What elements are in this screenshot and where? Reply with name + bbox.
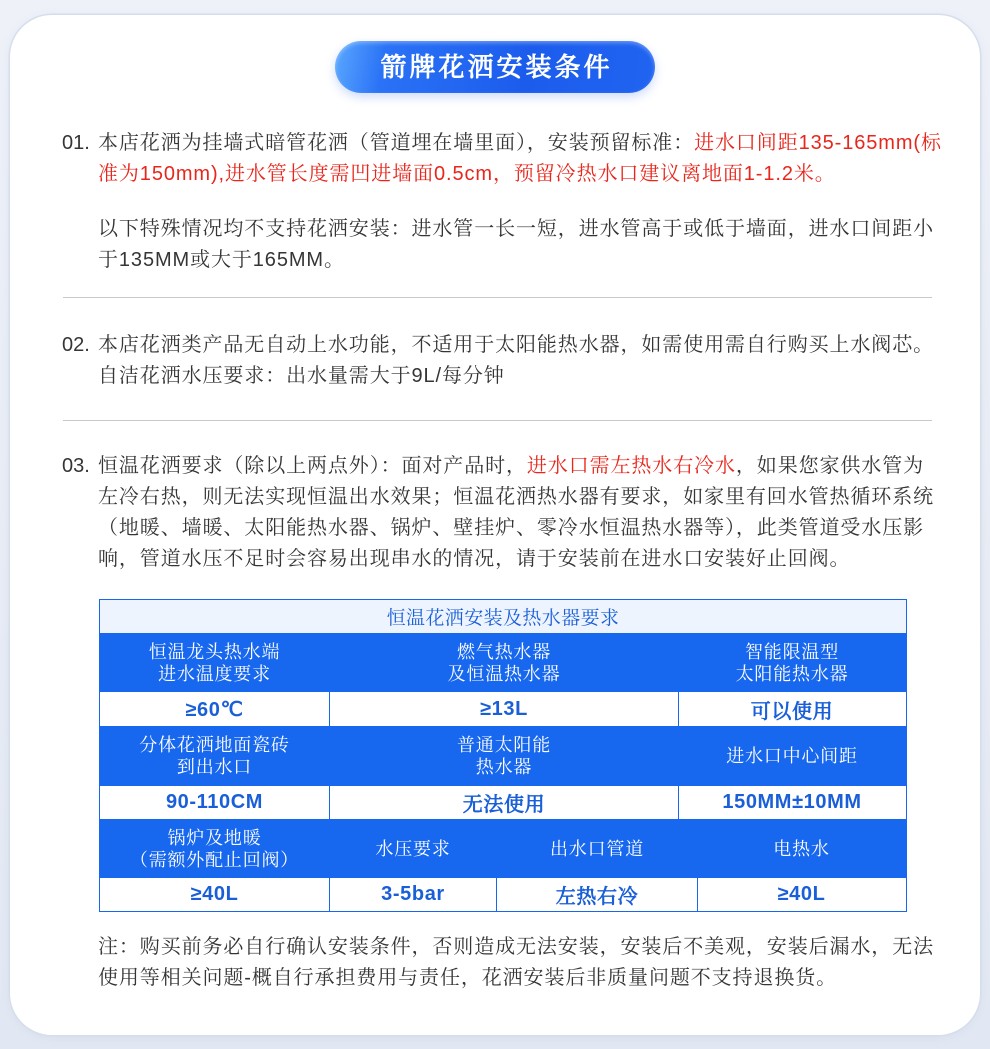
header-line: 恒温龙头热水端 xyxy=(148,641,281,662)
table-caption-row xyxy=(100,600,906,633)
text-segment: ，如果您家供水管为 xyxy=(735,455,925,477)
text-line xyxy=(98,451,934,482)
text-segment: 本店花洒为挂墙式暗管花洒（管道埋在墙里面），安装预留标准： xyxy=(98,132,695,154)
text-line: 本店花洒类产品无自动上水功能，不适用于太阳能热水器，如需使用需自行购买上水阀芯。 xyxy=(98,334,934,356)
table-header-cell xyxy=(329,820,496,877)
text-line: 左冷右热，则无法实现恒温出水效果；恒温花洒热水器有要求，如家里有回水管热循环系统 xyxy=(98,486,934,508)
header-line: 出水口管道 xyxy=(550,838,644,859)
table-value-row xyxy=(100,877,906,911)
section-divider xyxy=(63,297,932,298)
table-header-cell xyxy=(496,820,697,877)
header-line: 水压要求 xyxy=(375,838,451,859)
highlight-text: 进水口需左热水右冷水 xyxy=(526,455,736,477)
header-line: （需额外配止回阀） xyxy=(129,849,300,870)
header-line: 太阳能热水器 xyxy=(735,663,849,684)
table-header-cell xyxy=(697,820,905,877)
text-line: 响，管道水压不足时会容易出现串水的情况，请于安装前在进水口安装好止回阀。 xyxy=(98,548,851,570)
page-title: 箭牌花洒安装条件 xyxy=(380,52,613,82)
item-number: 02. xyxy=(62,334,90,356)
condition-item-01 xyxy=(62,128,942,276)
table-value-cell: 左热右冷 xyxy=(496,878,697,911)
table-header-cell xyxy=(678,634,905,691)
unsupported-cases-paragraph xyxy=(98,214,942,276)
item-number: 03. xyxy=(62,455,90,477)
table-value-row xyxy=(100,691,906,726)
section-divider xyxy=(63,420,932,421)
header-line: 进水口中心间距 xyxy=(726,746,858,766)
requirements-table xyxy=(99,599,907,912)
table-value-cell: ≥40L xyxy=(697,878,905,911)
text-line xyxy=(98,128,942,159)
table-header-cell xyxy=(100,820,329,877)
table-value-row xyxy=(100,785,906,819)
table-header-row xyxy=(100,819,906,877)
table-header-cell xyxy=(329,727,678,785)
table-value-cell: 150MM±10MM xyxy=(678,786,905,819)
table-value-cell: ≥40L xyxy=(190,883,239,905)
condition-item-03 xyxy=(62,451,934,575)
table-value-cell: ≥13L xyxy=(329,692,678,726)
header-line: 进水温度要求 xyxy=(158,663,271,684)
header-line: 燃气热水器 xyxy=(457,641,551,662)
text-line xyxy=(98,159,942,190)
disclaimer-note xyxy=(98,932,934,994)
highlight-text: 准为150mm),进水管长度需凹进墙面0.5cm，预留冷热水口建议离地面1-1.2米。 xyxy=(98,163,836,185)
table-value-cell: ≥60℃ xyxy=(185,698,244,721)
table-value-cell: 90-110CM xyxy=(165,791,264,813)
item-text xyxy=(98,451,934,575)
table-value-cell: 3-5bar xyxy=(329,878,496,911)
header-line: 锅炉及地暖 xyxy=(167,827,262,848)
installation-conditions-card xyxy=(10,15,980,1035)
text-line: 自洁花洒水压要求：出水量需大于9L/每分钟 xyxy=(98,365,505,387)
highlight-text: 进水口间距135-165mm(标 xyxy=(694,132,942,154)
item-text xyxy=(98,128,942,276)
table-value-cell: 可以使用 xyxy=(678,692,905,726)
title-banner xyxy=(335,41,655,93)
table-header-cell xyxy=(329,634,678,691)
table-header-cell xyxy=(100,634,329,691)
header-line: 普通太阳能 xyxy=(457,735,551,755)
text-line: 于135MM或大于165MM。 xyxy=(98,249,345,271)
condition-item-02 xyxy=(62,330,934,392)
text-line: 使用等相关问题-概自行承担费用与责任，花洒安装后非质量问题不支持退换货。 xyxy=(98,967,838,989)
text-segment: 恒温花洒要求（除以上两点外）：面对产品时， xyxy=(98,455,527,477)
header-line: 分体花洒地面瓷砖 xyxy=(139,735,290,755)
text-line: 注：购买前务必自行确认安装条件，否则造成无法安装，安装后不美观，安装后漏水，无法 xyxy=(98,936,934,958)
table-header-row xyxy=(100,633,906,691)
header-line: 智能限温型 xyxy=(745,641,839,662)
table-header-cell xyxy=(678,727,905,785)
header-line: 及恒温热水器 xyxy=(447,663,561,684)
text-line: （地暖、墙暖、太阳能热水器、锅炉、壁挂炉、零冷水恒温热水器等），此类管道受水压影 xyxy=(98,517,924,539)
item-number: 01. xyxy=(62,132,90,154)
table-value-cell: 无法使用 xyxy=(329,786,678,819)
text-line: 以下特殊情况均不支持花洒安装：进水管一长一短，进水管高于或低于墙面，进水口间距小 xyxy=(98,218,934,240)
header-line: 电热水 xyxy=(773,838,830,859)
table-header-row xyxy=(100,726,906,785)
header-line: 热水器 xyxy=(475,757,533,777)
table-header-cell xyxy=(100,727,329,785)
table-caption: 恒温花洒安装及热水器要求 xyxy=(386,608,620,629)
header-line: 到出水口 xyxy=(176,757,253,777)
item-text xyxy=(98,330,934,392)
